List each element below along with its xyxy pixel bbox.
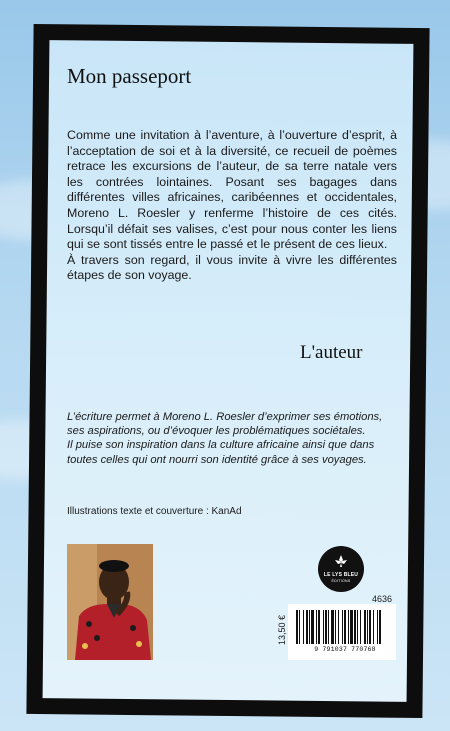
publisher-subtitle: ÉDITIONS: [331, 579, 351, 583]
barcode-bar: [323, 610, 324, 644]
barcode-bar: [328, 610, 329, 644]
barcode-bar: [364, 610, 366, 644]
barcode-bar: [350, 610, 353, 644]
barcode-bar: [303, 610, 304, 644]
author-bio: [67, 410, 399, 467]
barcode-bar: [354, 610, 356, 644]
lily-icon: [334, 554, 348, 568]
barcode-bar: [379, 610, 381, 644]
barcode-bar: [357, 610, 358, 644]
barcode-bar: [296, 610, 298, 644]
author-heading: L'auteur: [300, 342, 363, 363]
barcode-bar: [369, 610, 371, 644]
barcode-bar: [367, 610, 368, 644]
publisher-logo: [318, 546, 364, 592]
book-title: Mon passeport: [67, 64, 192, 88]
barcode-bar: [325, 610, 327, 644]
publisher-name: LE LYS BLEU: [323, 572, 359, 578]
bio-paragraph: L’écriture permet à Moreno L. Roesler d’exprimer ses émotions, ses aspirations, ou d’évoquer les problématiques sociétales.: [67, 411, 383, 438]
barcode-bar: [309, 610, 310, 644]
barcode-bar: [306, 610, 308, 644]
summary-paragraph: À travers son regard, il vous invite à vivre les différentes étapes de son voyage.: [67, 252, 397, 283]
reference-code: 4636: [372, 594, 393, 604]
summary-paragraph: Comme une invitation à l’aventure, à l’ouverture d’esprit, à l’acceptation de soi et à la diversité, ce recueil de poèmes retrace les excursions de l’auteur, de sa terre natale vers les contrées lointaines. Posant ses bagages dans différentes villes africaines, caribéennes et occidentales, Moreno L. Roesler y renferme l’histoire de ces cités. Lorsqu’il défait ses valises, c’est pour nous conter les liens qui se sont tissés entre le passé et le présent de ces lieux.: [67, 128, 397, 252]
barcode-bar: [299, 610, 300, 644]
barcode-bar: [360, 610, 361, 644]
book-summary: [67, 128, 397, 284]
isbn-number: 9 791037 770768: [314, 646, 376, 653]
barcode-bar: [335, 610, 336, 644]
illustration-credits: Illustrations texte et couverture : KanAd: [67, 506, 242, 517]
barcode-bar: [373, 610, 374, 644]
price-label: 13,50 €: [277, 614, 287, 646]
barcode-bar: [348, 610, 349, 644]
barcode-bars: [288, 604, 396, 646]
barcode-bar: [316, 610, 317, 644]
barcode-bar: [311, 610, 314, 644]
barcode-bar: [338, 610, 339, 644]
author-photo: [67, 544, 153, 660]
barcode-bar: [318, 610, 320, 644]
barcode-bar: [344, 610, 346, 644]
barcode-bar: [377, 610, 378, 644]
barcode-bar: [342, 610, 343, 644]
barcode-bar: [331, 610, 334, 644]
bio-paragraph: Il puise son inspiration dans la culture africaine ainsi que dans toutes celles qui ont nourri son identité grâce à ses voyages.: [67, 439, 375, 466]
